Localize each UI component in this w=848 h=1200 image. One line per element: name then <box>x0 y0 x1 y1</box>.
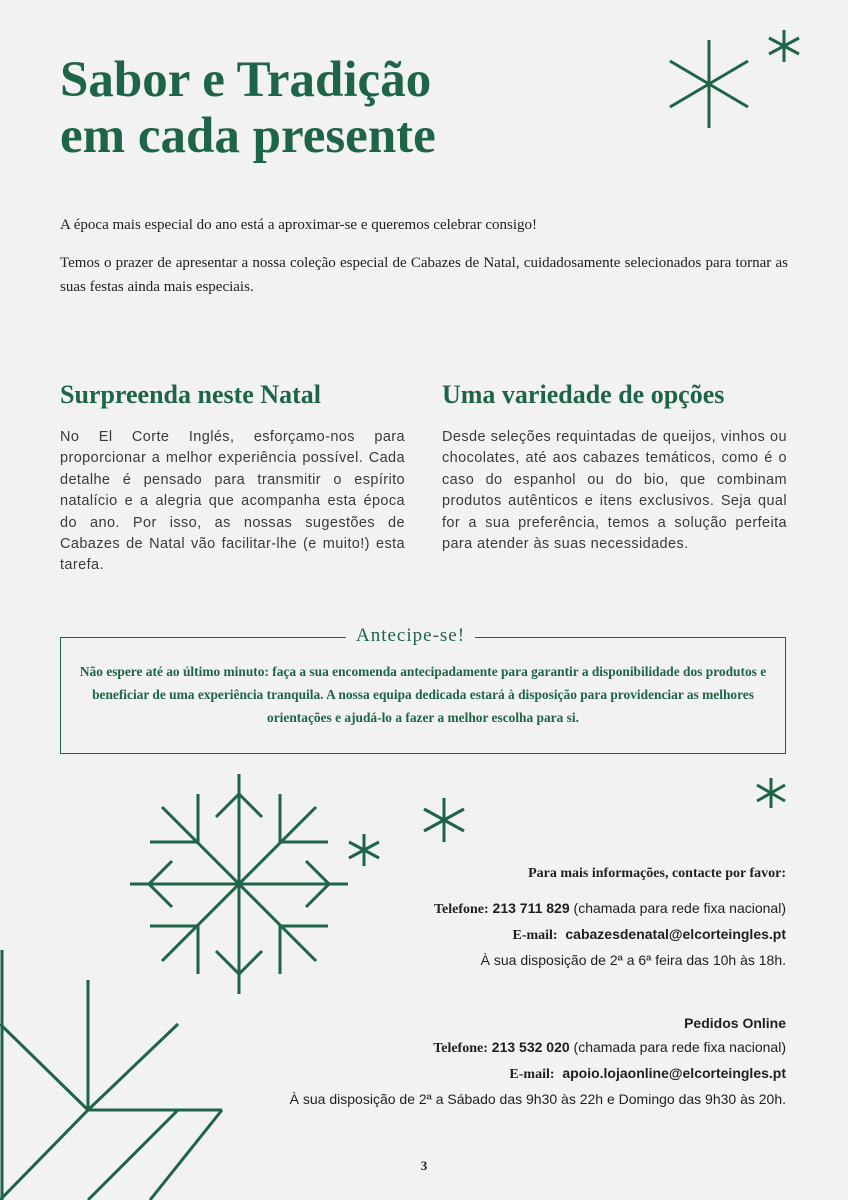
section-body-surprise: No El Corte Inglés, esforçamo-nos para proporcionar a melhor experiência possível. Cada detalhe é pensado para transmitir o espírito natalício e a alegria que acompanha esta época do ano. Por isso, as nossas sugestões de Cabazes de Natal vão facilitar-lhe (e muito!) esta tarefa. <box>60 429 405 574</box>
online-hours: À sua disposição de 2ª a Sábado das 9h30 às 22h e Domingo das 9h30 às 20h. <box>289 1091 786 1107</box>
asterisk-large-icon <box>664 36 754 132</box>
asterisk-icon <box>754 776 788 810</box>
page-title <box>60 52 620 164</box>
title-line-1: Sabor e Tradição <box>60 52 432 108</box>
intro-paragraph-2: Temos o prazer de apresentar a nossa coleção especial de Cabazes de Natal, cuidadosamente selecionados para tornar as suas festas ainda mais especiais. <box>60 255 788 295</box>
contact-phone-note: (chamada para rede fixa nacional) <box>573 900 786 916</box>
contact-heading: Para mais informações, contacte por favor: <box>528 866 786 881</box>
online-phone[interactable]: 213 532 020 <box>491 1039 570 1055</box>
contact-hours: À sua disposição de 2ª a 6ª feira das 10h às 18h. <box>480 952 786 968</box>
online-heading: Pedidos Online <box>684 1015 786 1031</box>
section-body-variety: Desde seleções requintadas de queijos, vinhos ou chocolates, até aos cabazes temáticos, como é o caso do espanhol ou do bio, que combinam produtos autênticos e itens exclusivos. Seja qual for a sua preferência, temos a solução perfeita para atender às suas necessidades. <box>442 429 787 553</box>
online-orders-block <box>290 1011 786 1111</box>
asterisk-small-icon <box>766 28 802 64</box>
online-email-link[interactable]: apoio.lojaonline@elcorteingles.pt <box>562 1065 786 1081</box>
callout-text: Não espere até ao último minuto: faça a sua encomenda antecipadamente para garantir a disponibilidade dos produtos e beneficiar de uma experiência tranquila. A nossa equipa dedicada estará à disposição para providenciar as melhores orientações e ajudá-lo a fazer a melhor escolha para si. <box>79 664 767 725</box>
contact-phone[interactable]: 213 711 829 <box>492 900 570 916</box>
asterisk-icon <box>346 832 382 868</box>
section-heading-variety: Uma variedade de opções <box>442 380 725 409</box>
online-phone-note: (chamada para rede fixa nacional) <box>573 1039 786 1055</box>
asterisk-icon <box>420 796 468 844</box>
contact-email-link[interactable]: cabazesdenatal@elcorteingles.pt <box>565 926 786 942</box>
online-email-label: E-mail: <box>509 1067 555 1082</box>
contact-email-label: E-mail: <box>512 928 558 943</box>
intro-paragraph-1: A época mais especial do ano está a aproximar-se e queremos celebrar consigo! <box>60 217 537 233</box>
section-heading-surprise: Surpreenda neste Natal <box>60 380 321 409</box>
page-number: 3 <box>420 1158 428 1173</box>
title-line-2: em cada presente <box>60 108 436 164</box>
callout-title: Antecipe-se! <box>346 625 475 647</box>
contact-phone-label: Telefone: <box>433 902 489 917</box>
online-phone-label: Telefone: <box>433 1041 488 1056</box>
contact-block <box>434 860 786 972</box>
